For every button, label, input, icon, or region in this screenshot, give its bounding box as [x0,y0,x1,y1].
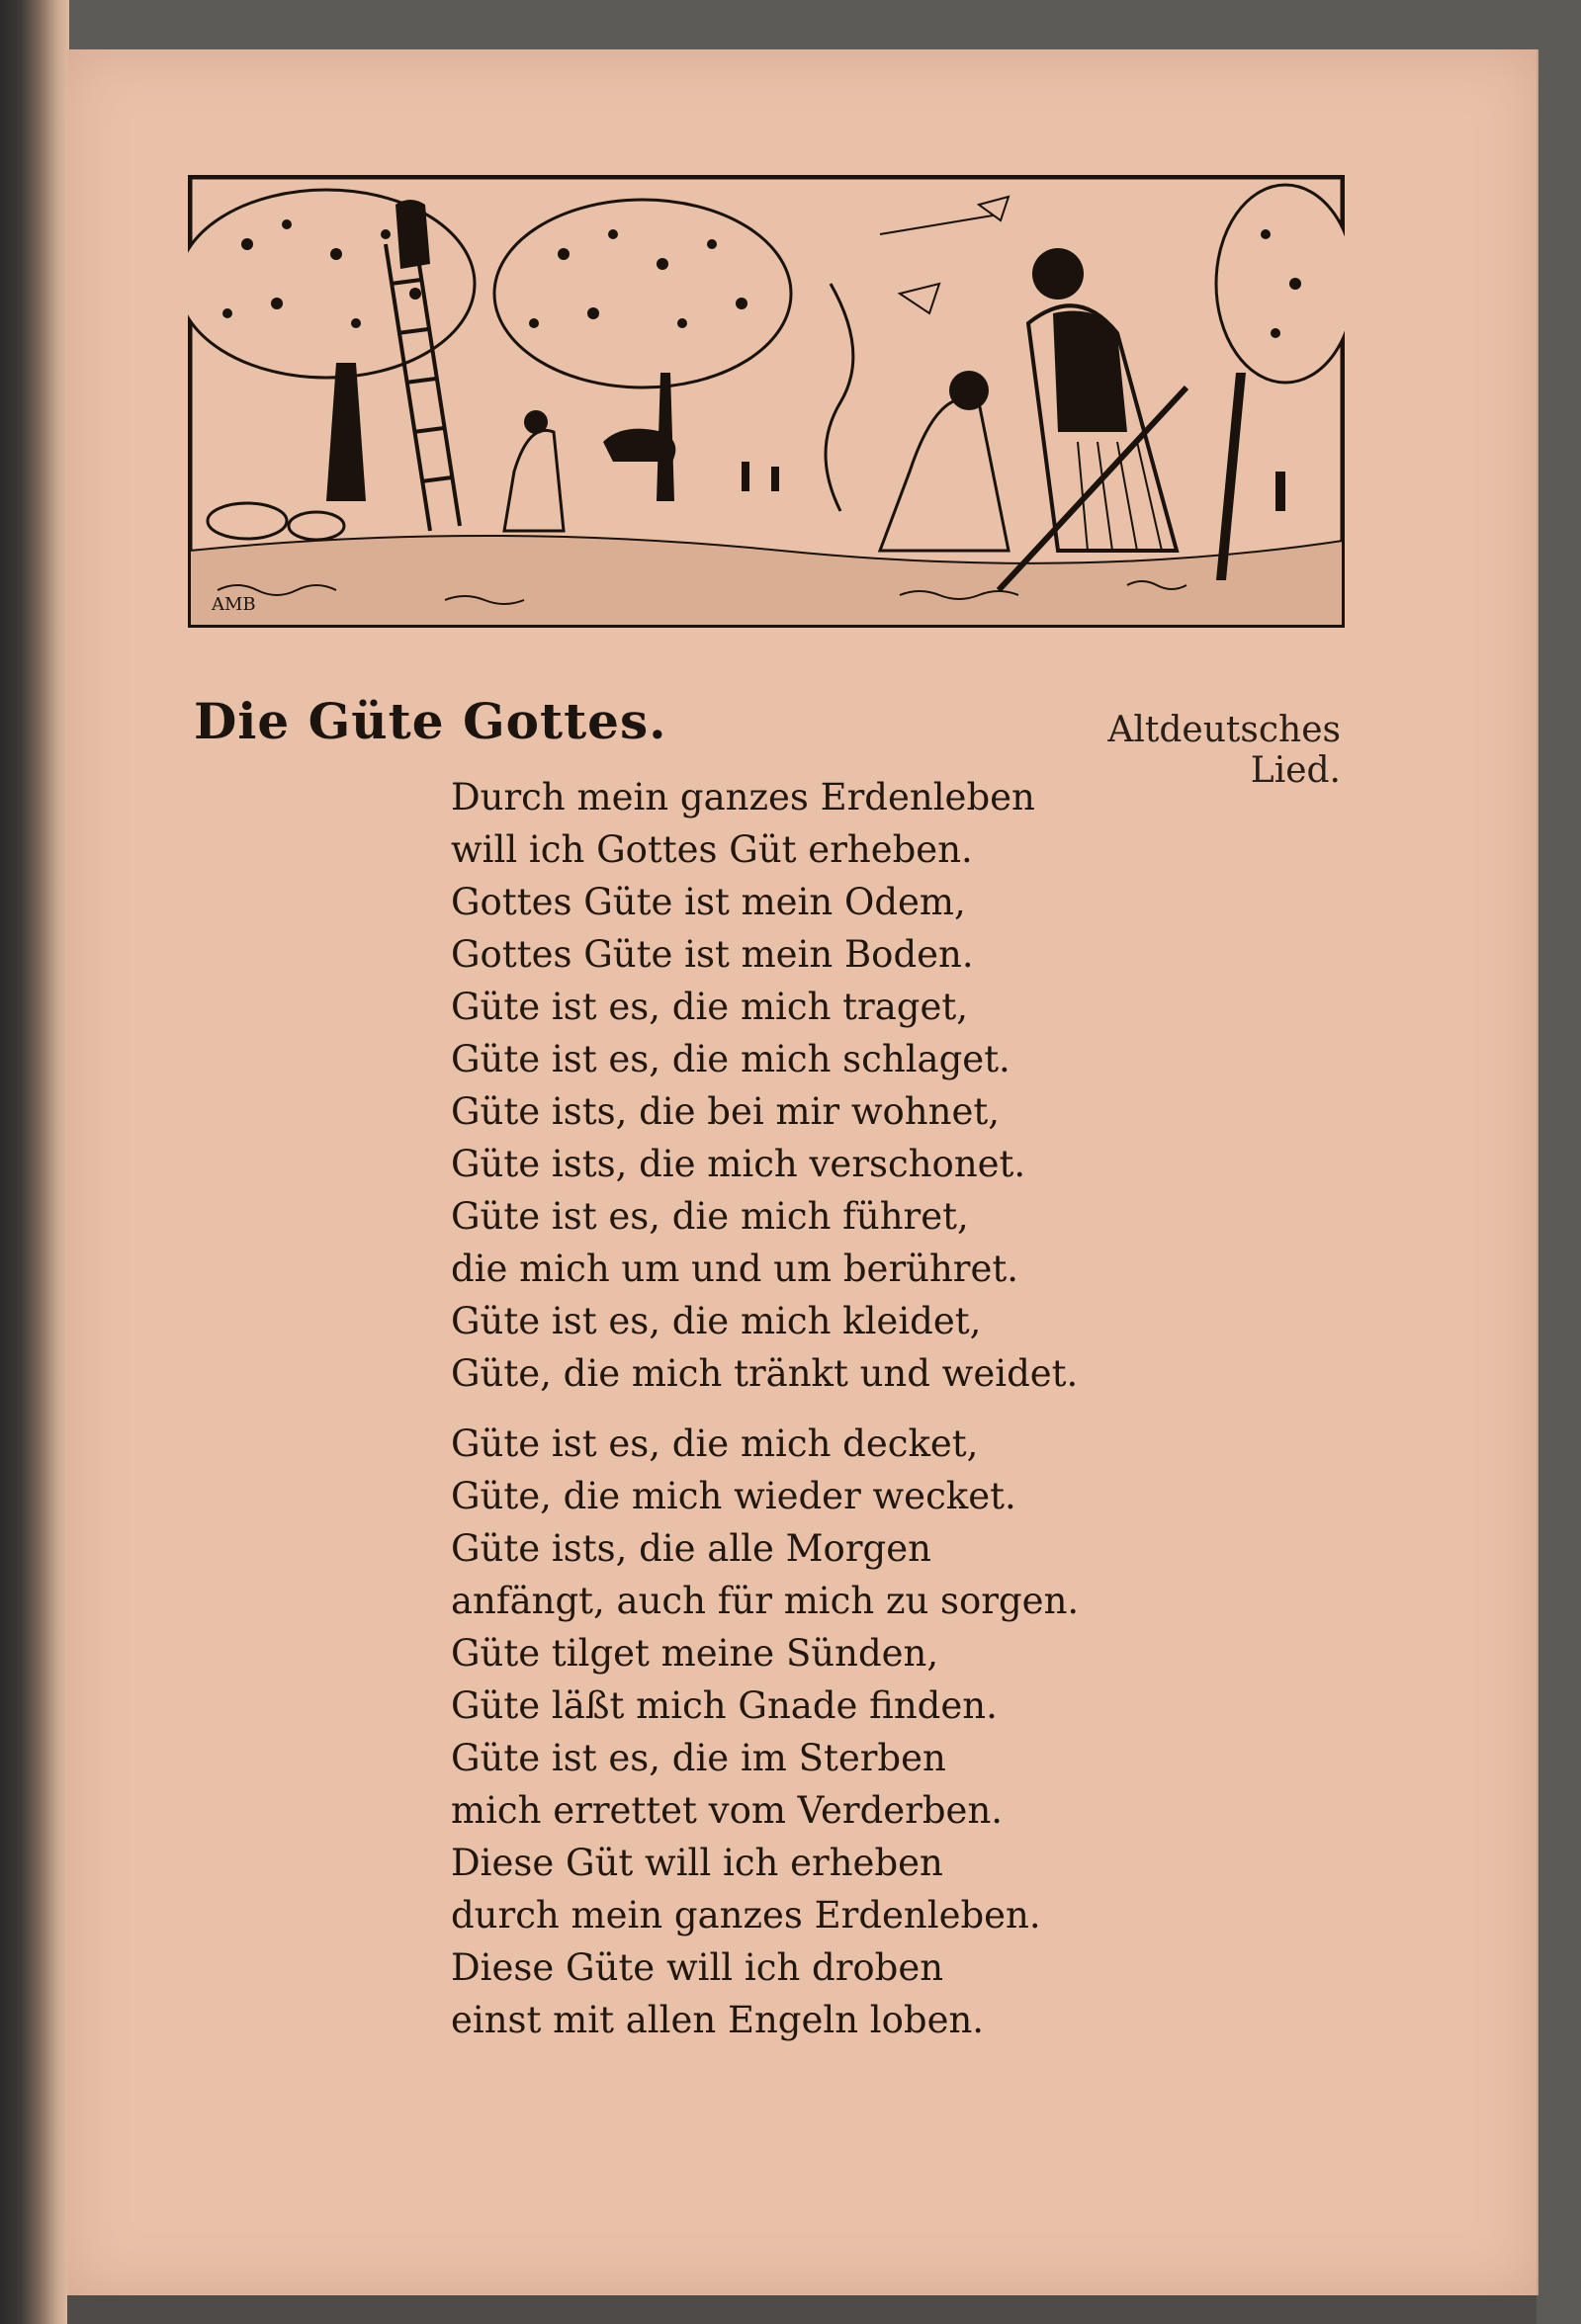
poem-line: Güte ists, die alle Morgen [451,1527,931,1570]
poem-line: Güte ist es, die mich führet, [451,1195,969,1238]
svg-text:AMB: AMB [212,594,256,615]
poem-line: einst mit allen Engeln loben. [451,1999,985,2041]
poem-line: Güte ist es, die mich traget, [451,986,969,1028]
poem-line: Güte läßt mich Gnade finden. [451,1684,998,1727]
poem-line: Diese Güt will ich erheben [451,1842,943,1884]
poem-line: Güte ist es, die mich schlaget. [451,1038,1010,1080]
poem-line: Güte ist es, die im Sterben [451,1737,946,1779]
poem-line: Güte ists, die mich verschonet. [451,1143,1026,1185]
poem-line: Güte ist es, die mich decket, [451,1422,979,1465]
poem-title: Die Güte Gottes. [194,692,667,750]
poem-line: will ich Gottes Güt erheben. [451,828,973,871]
poem-line: die mich um und um berühret. [451,1248,1019,1290]
poem-line: Diese Güte will ich droben [451,1946,944,1989]
poem-line: Güte tilget meine Sünden, [451,1632,939,1675]
poem-stanza-2 [451,1418,1084,2046]
poem-line: anfängt, auch für mich zu sorgen. [451,1580,1080,1622]
poem-attribution: Altdeutsches Lied. [1107,710,1341,791]
orchard-harvest-woodcut-icon [188,175,1345,628]
poem-line: Güte ist es, die mich kleidet, [451,1300,982,1342]
poem-stanza-1 [451,771,1084,1400]
book-binding-edge [0,0,69,2324]
header-illustration [188,175,1345,628]
poem-line: durch mein ganzes Erdenleben. [451,1894,1041,1937]
poem-line: Gottes Güte ist mein Boden. [451,933,974,976]
poem-line: Güte, die mich wieder wecket. [451,1475,1016,1517]
poem-line: Güte, die mich tränkt und weidet. [451,1352,1079,1395]
poem-line: mich errettet vom Verderben. [451,1789,1004,1832]
page-bottom-edge [67,2295,1537,2324]
poem-line: Durch mein ganzes Erdenleben [451,776,1035,818]
poem-line: Gottes Güte ist mein Odem, [451,881,966,923]
poem-line: Güte ists, die bei mir wohnet, [451,1090,1000,1133]
